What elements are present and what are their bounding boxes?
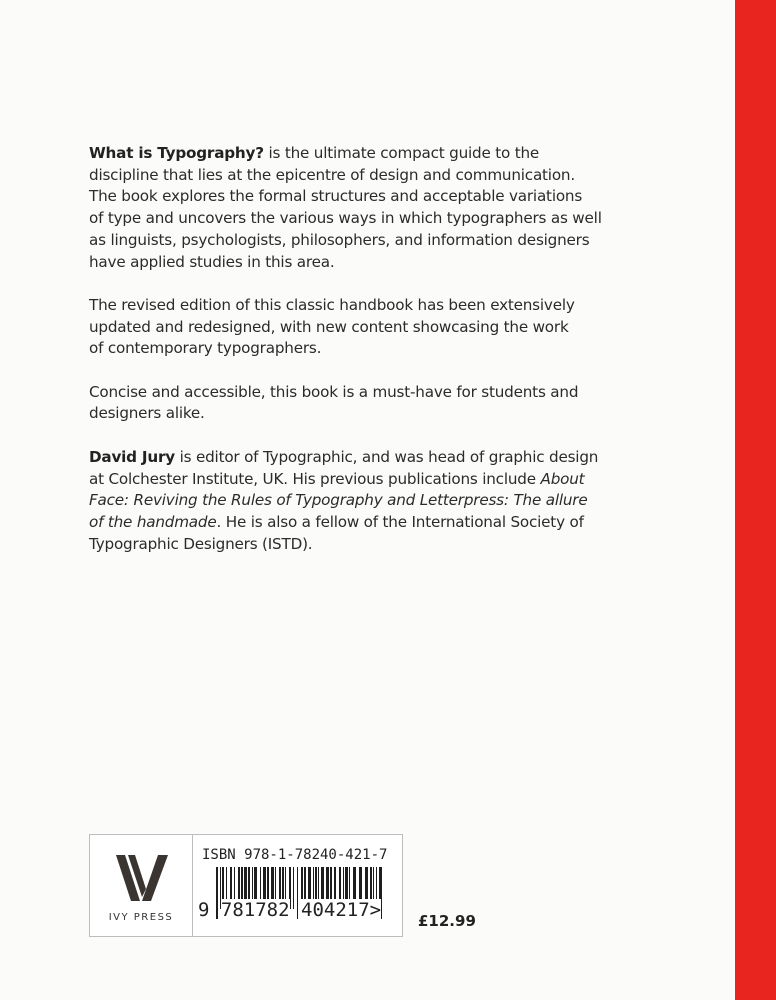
p2-line: updated and redesigned, with new content showcasing the work bbox=[89, 317, 569, 336]
text: . He is also a fellow of the International Society of bbox=[216, 512, 584, 531]
price: £12.99 bbox=[418, 912, 476, 930]
p3-line: designers alike. bbox=[89, 404, 205, 423]
ivy-press-logo-icon bbox=[116, 853, 168, 903]
publisher-logo bbox=[90, 835, 193, 936]
barcode-number bbox=[198, 899, 381, 921]
back-cover-text bbox=[89, 143, 602, 555]
book-reference: of the handmade bbox=[89, 512, 217, 531]
p4-line bbox=[89, 512, 602, 534]
barcode-panel bbox=[89, 834, 403, 937]
p4-line: Typographic Designers (ISTD). bbox=[89, 534, 313, 553]
publisher-name: IVY PRESS bbox=[108, 912, 174, 923]
book-title: What is Typography? bbox=[89, 144, 264, 162]
barcode-end-mark: > bbox=[369, 899, 382, 921]
p4-line bbox=[89, 469, 602, 491]
text: is editor of Typographic, and was head of graphic design bbox=[174, 447, 599, 466]
isbn: ISBN 978-1-78240-421-7 bbox=[202, 847, 388, 863]
author-name: David Jury bbox=[89, 447, 175, 466]
p2-line: of contemporary typographers. bbox=[89, 339, 322, 358]
p2-line: The revised edition of this classic handbook has been extensively bbox=[89, 295, 575, 314]
barcode-digits-left: 781782 bbox=[220, 899, 290, 921]
book-reference: Face: Reviving the Rules of Typography and Letterpress: The allure bbox=[89, 491, 588, 510]
p4-line bbox=[89, 447, 602, 469]
barcode-digit: 9 bbox=[198, 899, 210, 921]
barcode-digits-right: 404217 bbox=[301, 899, 370, 921]
p1-line: The book explores the formal structures and acceptable variations bbox=[89, 187, 583, 206]
p3-line: Concise and accessible, this book is a must-have for students and bbox=[89, 382, 579, 401]
text: at Colchester Institute, UK. His previous publications include bbox=[89, 469, 541, 488]
p4-line bbox=[89, 490, 602, 512]
text: is the ultimate compact guide to the bbox=[263, 144, 540, 162]
red-spine-edge bbox=[735, 0, 776, 1000]
book-reference: About bbox=[540, 469, 585, 488]
p1-line: have applied studies in this area. bbox=[89, 252, 335, 271]
p1-line: discipline that lies at the epicentre of design and communication. bbox=[89, 165, 575, 184]
p1-line: of type and uncovers the various ways in which typographers as well bbox=[89, 209, 602, 228]
p1-line bbox=[89, 143, 602, 165]
p1-line: as linguists, psychologists, philosophers, and information designers bbox=[89, 230, 590, 249]
